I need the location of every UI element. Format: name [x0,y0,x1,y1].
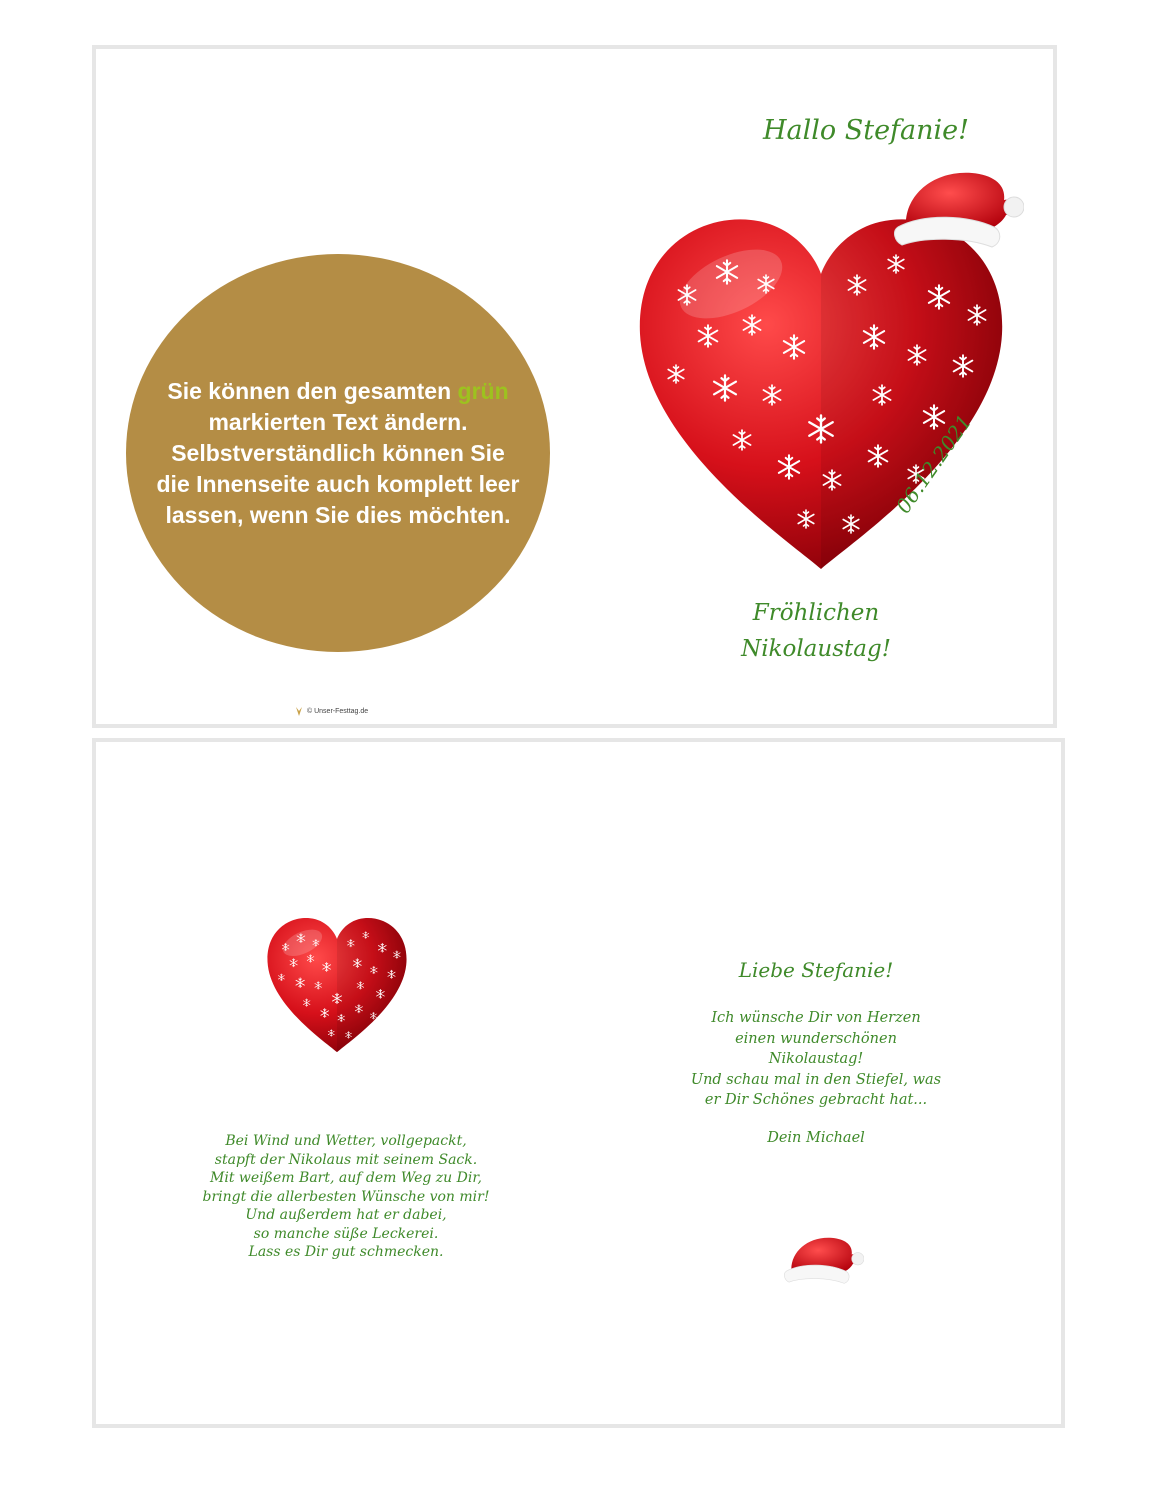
wish-text [656,595,976,667]
letter-line: Und schau mal in den Stiefel, was [690,1071,942,1088]
letter-line: Nikolaustag! [768,1051,864,1067]
date-text: 06.12.2021 [891,410,977,518]
card-inside [92,738,1065,1428]
poem-line: Lass es Dir gut schmecken. [248,1244,444,1260]
santa-hat-icon [784,1231,864,1289]
letter-line: Ich wünsche Dir von Herzen [711,1010,921,1026]
greeting-text: Hallo Stefanie! [762,115,970,146]
santa-hat-icon [894,165,1024,253]
letter-line: er Dir Schönes gebracht hat... [704,1092,928,1108]
poem-line: Bei Wind und Wetter, vollgepackt, [225,1133,467,1149]
copyright-text: © Unser-Festtag.de [307,707,369,715]
heart-snowflake-icon [266,915,408,1055]
letter-salutation: Liebe Stefanie! [738,958,894,982]
festtag-logo-icon [294,705,304,717]
wish-line: Fröhlichen [752,600,880,626]
poem-line: bringt die allerbesten Wünsche von mir! [202,1188,490,1205]
poem-line: so manche süße Leckerei. [253,1225,439,1242]
copyright [294,705,368,717]
info-text-after: markierten Text ändern. Selbstverständlich können Sie die Innenseite auch komplett leer lassen, wenn Sie dies möchten. [156,408,520,528]
heart-snowflake-icon [636,214,1006,574]
wish-line: Nikolaustag! [741,636,891,662]
poem-line: Und außerdem hat er dabei, [245,1207,447,1223]
info-text-highlight: grün [457,377,509,404]
letter-signature: Dein Michael [767,1130,865,1146]
letter-line: einen wunderschönen [735,1030,897,1047]
poem-line: Mit weißem Bart, auf dem Weg zu Dir, [210,1170,482,1186]
letter-text [656,1008,976,1111]
card-outside [92,45,1057,728]
info-circle [126,254,550,652]
poem-line: stapft der Nikolaus mit seinem Sack. [214,1151,478,1168]
info-text [153,376,523,531]
poem-text [176,1132,516,1262]
info-text-before: Sie können den gesamten [167,377,452,404]
